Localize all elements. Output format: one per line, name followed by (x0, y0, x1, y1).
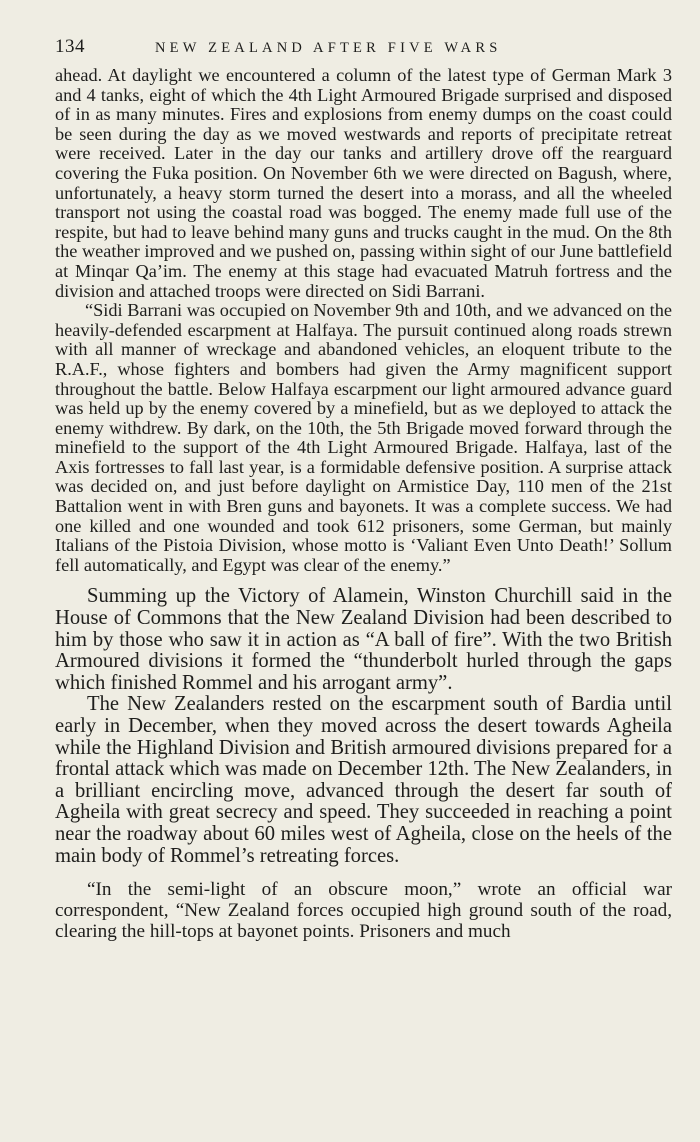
quoted-account (55, 66, 672, 575)
body-paragraph-2: The New Zealanders rested on the escarpment south of Bardia until early in December, when they moved across the desert towards Agheila while the Highland Division and British armoured divisions prepared for a frontal attack which was made on December 12th. The New Zealanders, in a brilliant encircling move, advanced through the desert far south of Agheila with great secrecy and speed. They succeeded in reaching a point near the roadway about 60 miles west of Agheila, close on the heels of the main body of Rommel’s retreating forces. (55, 693, 672, 867)
running-head: NEW ZEALAND AFTER FIVE WARS (155, 40, 502, 56)
book-page (55, 36, 672, 942)
narrative (55, 586, 672, 867)
correspondent-quote (55, 879, 672, 942)
body-paragraph-1: Summing up the Victory of Alamein, Winston Churchill said in the House of Commons that the New Zealand Division had been described to him by those who saw it in action as “A ball of fire”. With the two British Armoured divisions it formed the “thunderbolt hurled through the gaps which finished Rommel and his arrogant army”. (55, 585, 672, 694)
page-header (55, 36, 672, 62)
page-number: 134 (55, 36, 85, 57)
quote-paragraph-1: ahead. At daylight we encountered a column of the latest type of German Mark 3 and 4 tanks, eight of which the 4th Light Armoured Brigade surprised and disposed of in as many minutes. Fires and explosions from enemy dumps on the coast could be seen during the day as we moved westwards and reports of precipitate retreat were received. Later in the day our tanks and artillery drove off the rearguard covering the Fuka position. On November 6th we were directed on Bagush, where, unfortunately, a heavy storm turned the desert into a morass, and all the wheeled transport not using the coastal road was bogged. The enemy made full use of the respite, but had to leave behind many guns and trucks caught in the mud. On the 8th the weather improved and we pushed on, passing within sight of our June battlefield at Minqar Qa’im. The enemy at this stage had evacuated Matruh fortress and the division and attached troops were directed on Sidi Barrani. (55, 65, 672, 301)
closing-paragraph: “In the semi-light of an obscure moon,” wrote an official war correspondent, “New Zealand forces occupied high ground south of the road, clearing the hill-tops at bayonet points. Prisoners and much (55, 879, 672, 943)
quote-paragraph-2: “Sidi Barrani was occupied on November 9th and 10th, and we advanced on the heavily-defended escarpment at Halfaya. The pursuit continued along roads strewn with all manner of wreckage and abandoned vehicles, an eloquent tribute to the R.A.F., whose fighters and bombers had given the Army magnificent support throughout the battle. Below Halfaya escarpment our light armoured advance guard was held up by the enemy covered by a minefield, but as we deployed to attack the enemy withdrew. By dark, on the 10th, the 5th Brigade moved forward through the minefield to the support of the 4th Light Armoured Brigade. Halfaya, last of the Axis fortresses to fall last year, is a formidable defensive position. A surprise attack was decided on, and just before daylight on Armistice Day, 110 men of the 21st Battalion went in with Bren guns and bayonets. It was a complete success. We had one killed and one wounded and took 612 prisoners, some German, but mainly Italians of the Pistoia Division, whose motto is ‘Valiant Even Unto Death!’ Sollum fell automatically, and Egypt was clear of the enemy.” (55, 300, 672, 575)
